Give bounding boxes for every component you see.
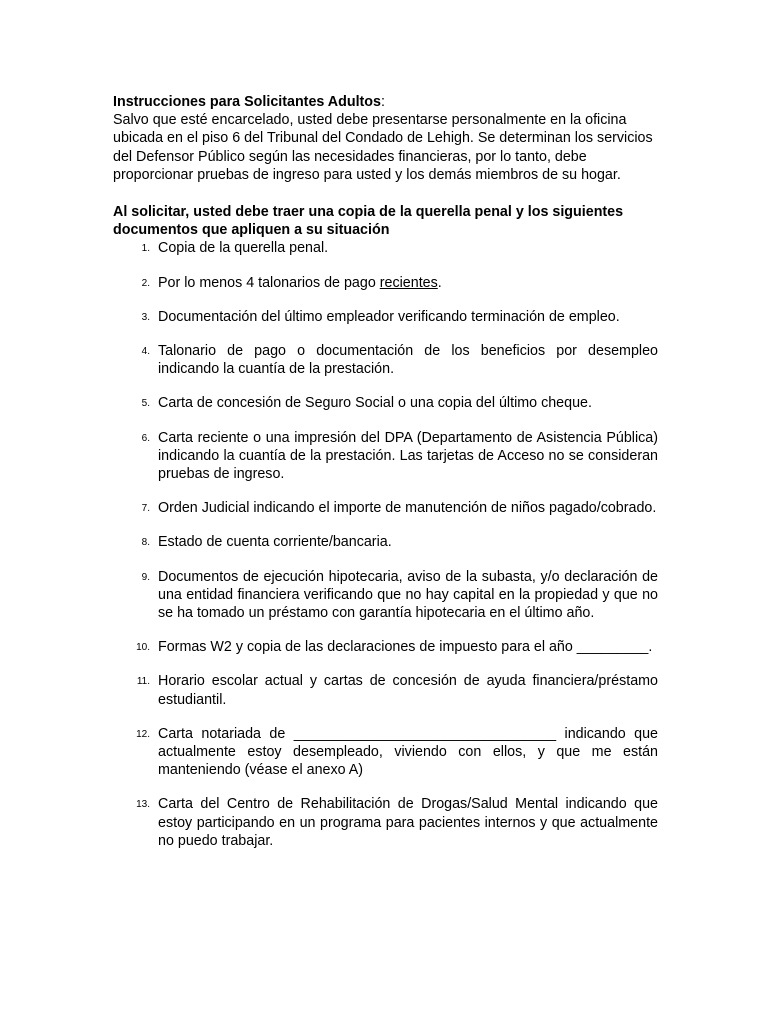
list-item-11	[113, 672, 658, 708]
underlined-word: recientes	[379, 274, 438, 291]
list-item-10	[113, 638, 658, 656]
list-item-5	[113, 394, 658, 412]
item-number: 9.	[141, 571, 150, 583]
item-text-end: .	[437, 274, 442, 291]
item-number: 11.	[136, 676, 150, 688]
list-item-9	[113, 568, 658, 623]
item-text: Carta reciente o una impresión del DPA (Departamento de Asistencia Pública) indicando la cuantía de la prestación. Las tarjetas de Acceso no se consideran pruebas de ingreso.	[158, 429, 658, 483]
item-number: 7.	[141, 503, 150, 515]
item-number: 10.	[136, 642, 150, 654]
list-item-13	[113, 795, 658, 850]
item-text: Por lo menos 4 talonarios de pago	[158, 274, 380, 291]
heading-title: Instrucciones para Solicitantes Adultos	[113, 94, 381, 110]
list-item-7	[113, 499, 658, 517]
list-item-6	[113, 429, 658, 484]
heading-colon: :	[381, 94, 385, 110]
list-item-4	[113, 342, 658, 378]
item-text: Copia de la querella penal.	[158, 240, 329, 257]
item-text: Formas W2 y copia de las declaraciones de impuesto para el año _________.	[158, 639, 653, 656]
item-text: Carta del Centro de Rehabilitación de Drogas/Salud Mental indicando que estoy participando en un programa para pacientes internos y que actualmente no puedo trabajar.	[158, 796, 658, 849]
list-item-1	[113, 239, 658, 257]
item-number: 8.	[141, 537, 150, 549]
item-number: 2.	[141, 277, 150, 289]
item-text: Orden Judicial indicando el importe de manutención de niños pagado/cobrado.	[158, 500, 657, 517]
list-item-8	[113, 533, 658, 551]
item-number: 5.	[141, 398, 150, 410]
item-text: Horario escolar actual y cartas de concesión de ayuda financiera/préstamo estudiantil.	[158, 673, 658, 708]
document-page	[113, 93, 658, 850]
item-number: 13.	[136, 799, 150, 811]
item-text: Talonario de pago o documentación de los beneficios por desempleo indicando la cuantía de la prestación.	[158, 343, 658, 378]
item-text: Estado de cuenta corriente/bancaria.	[158, 534, 392, 551]
required-documents-list	[113, 239, 658, 850]
item-number: 4.	[141, 346, 150, 358]
item-number: 1.	[141, 243, 150, 255]
item-number: 3.	[141, 311, 150, 323]
section-title: Al solicitar, usted debe traer una copia de la querella penal y los siguientes documentos que apliquen a su situación	[113, 204, 624, 239]
list-item-3	[113, 308, 658, 326]
list-item-2	[113, 274, 658, 292]
item-text: Documentos de ejecución hipotecaria, aviso de la subasta, y/o declaración de una entidad financiera verificando que no hay capital en la propiedad y que no se ha tomado un préstamo con garantía hipotecaria en el último año.	[158, 568, 658, 622]
item-text: Carta de concesión de Seguro Social o una copia del último cheque.	[158, 395, 592, 412]
item-number: 6.	[141, 432, 150, 444]
instructions-heading	[113, 93, 658, 111]
item-number: 12.	[136, 728, 150, 740]
list-item-12	[113, 725, 658, 780]
intro-paragraph: Salvo que esté encarcelado, usted debe presentarse personalmente en la oficina ubicada en el piso 6 del Tribunal del Condado de Lehigh. Se determinan los servicios del Defensor Público según las necesidades financieras, por lo tanto, debe proporcionar pruebas de ingreso para usted y los demás miembros de su hogar.	[113, 112, 653, 183]
item-text: Carta notariada de _________________________________ indicando que actualmente estoy desempleado, viviendo con ellos, y que me están manteniendo (véase el anexo A)	[158, 725, 658, 779]
item-text: Documentación del último empleador verificando terminación de empleo.	[158, 308, 620, 325]
